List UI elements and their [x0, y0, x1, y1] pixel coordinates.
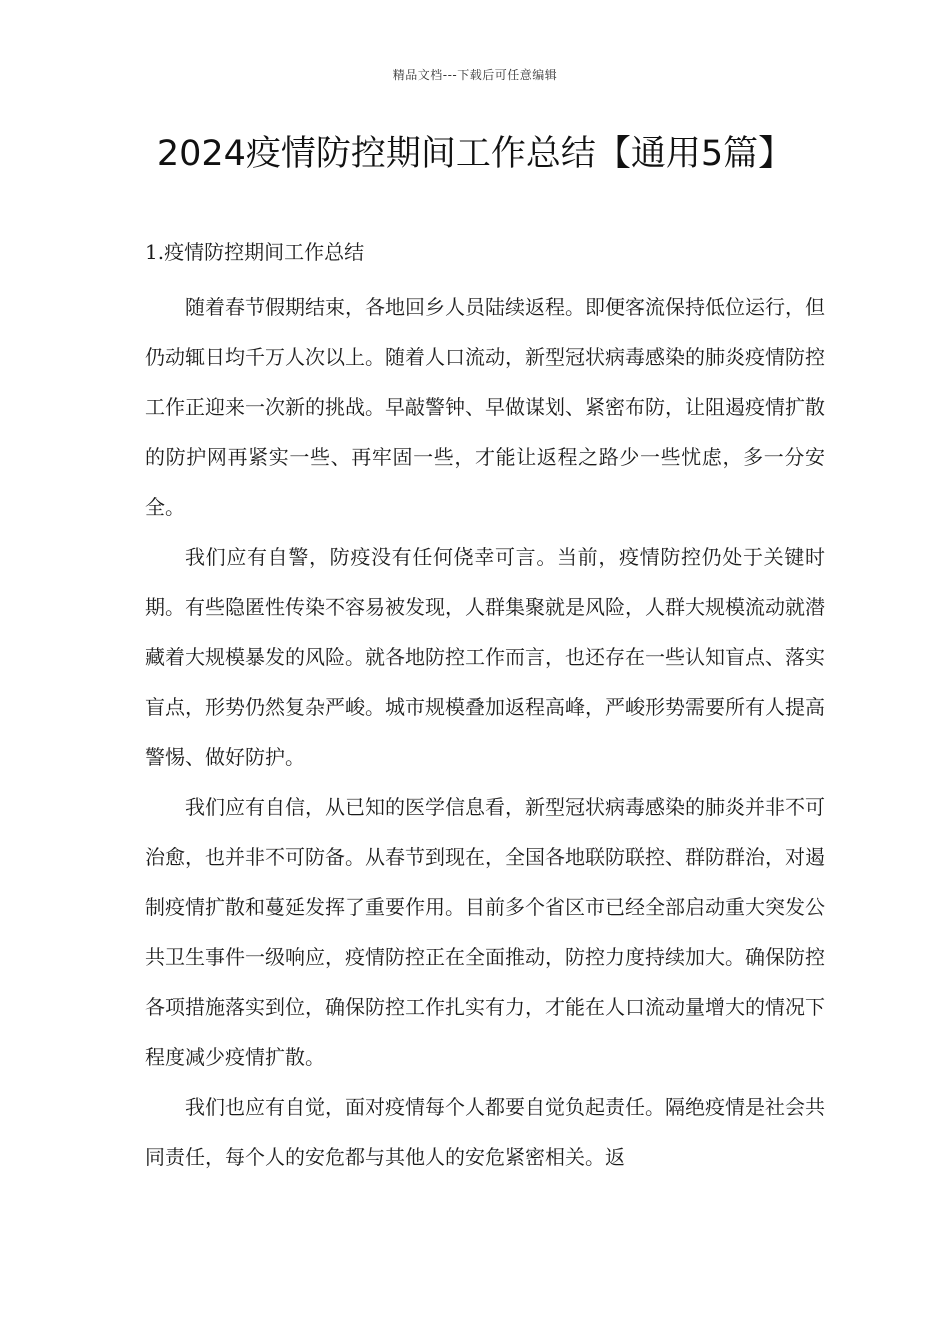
paragraph-1: 随着春节假期结束，各地回乡人员陆续返程。即便客流保持低位运行，但仍动辄日均千万人次以上。随着人口流动，新型冠状病毒感染的肺炎疫情防控工作正迎来一次新的挑战。早敲警钟、早做谋划、紧密布防，让阻遏疫情扩散的防护网再紧实一些、再牢固一些，才能让返程之路少一些忧虑，多一分安全。 — [145, 295, 825, 519]
paragraph-4: 我们也应有自觉，面对疫情每个人都要自觉负起责任。隔绝疫情是社会共同责任，每个人的安危都与其他人的安危紧密相关。返 — [145, 1095, 825, 1169]
document-body — [145, 232, 825, 1182]
header-note: 精品文档---下载后可任意编辑 — [392, 68, 558, 82]
paragraph-2: 我们应有自警，防疫没有任何侥幸可言。当前，疫情防控仍处于关键时期。有些隐匿性传染不容易被发现，人群集聚就是风险，人群大规模流动就潜藏着大规模暴发的风险。就各地防控工作而言，也还存在一些认知盲点、落实盲点，形势仍然复杂严峻。城市规模叠加返程高峰，严峻形势需要所有人提高警惕、做好防护。 — [145, 545, 825, 769]
section-heading: 1.疫情防控期间工作总结 — [145, 240, 365, 264]
paragraph-3: 我们应有自信，从已知的医学信息看，新型冠状病毒感染的肺炎并非不可治愈，也并非不可防备。从春节到现在，全国各地联防联控、群防群治，对遏制疫情扩散和蔓延发挥了重要作用。目前多个省区市已经全部启动重大突发公共卫生事件一级响应，疫情防控正在全面推动，防控力度持续加大。确保防控各项措施落实到位，确保防控工作扎实有力，才能在人口流动量增大的情况下程度减少疫情扩散。 — [145, 795, 825, 1069]
document-title: 2024疫情防控期间工作总结【通用5篇】 — [156, 134, 794, 174]
